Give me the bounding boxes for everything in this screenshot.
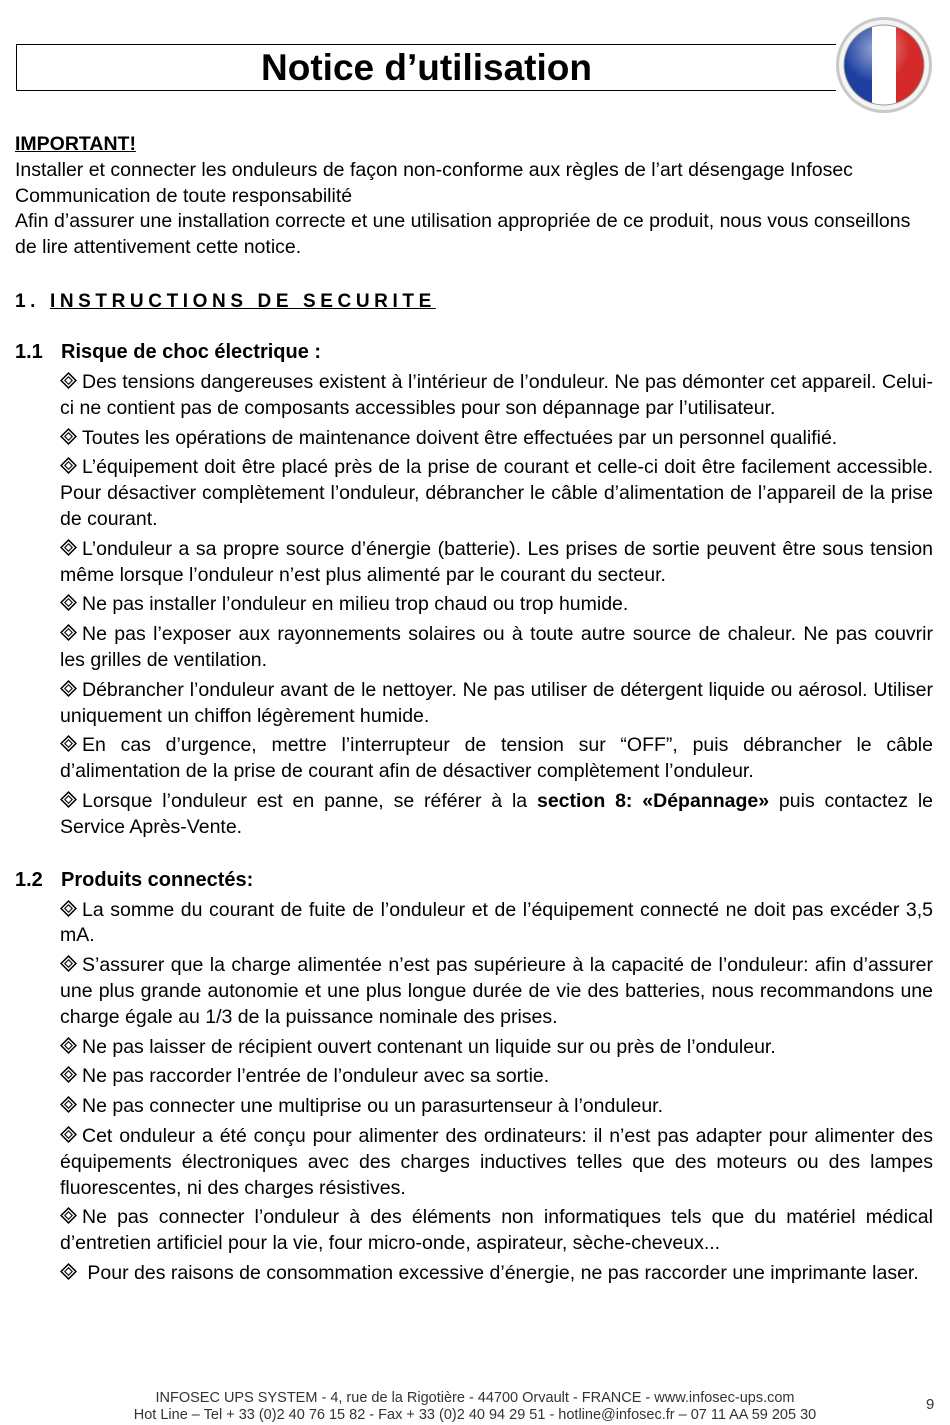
- diamond-bullet-icon: [60, 900, 77, 917]
- list-item-text: Cet onduleur a été conçu pour alimenter des ordinateurs: il n’est pas adapter pour alimenter des équipements électroniques avec des charges inductives telles que des moteurs ou des lampes fluorescentes, ni des charges résistives.: [60, 1124, 933, 1199]
- list-item-text: Pour des raisons de consommation excessive d’énergie, ne pas raccorder une imprimante laser.: [82, 1261, 919, 1284]
- diamond-bullet-icon: [60, 791, 77, 808]
- list-item-text: Ne pas l’exposer aux rayonnements solaires ou à toute autre source de chaleur. Ne pas couvrir les grilles de ventilation.: [60, 623, 933, 671]
- list-item: [60, 537, 933, 589]
- list-item-text: Toutes les opérations de maintenance doivent être effectuées par un personnel qualifié.: [82, 426, 838, 449]
- list-item-text: Ne pas connecter une multiprise ou un parasurtenseur à l’onduleur.: [82, 1095, 664, 1118]
- subsection-1-1-number: 1.1: [15, 340, 43, 363]
- list-item-text: Ne pas laisser de récipient ouvert contenant un liquide sur ou près de l’onduleur.: [82, 1035, 776, 1058]
- intro-text-2: Afin d’assurer une installation correcte et une utilisation appropriée de ce produit, nous vous conseillons de lire attentivement cette notice.: [15, 210, 911, 259]
- diamond-bullet-icon: [60, 1066, 77, 1083]
- list-item: [60, 953, 933, 1030]
- list-item-text: Lorsque l’onduleur est en panne, se référer à la: [82, 789, 537, 812]
- diamond-bullet-icon: [60, 372, 77, 389]
- diamond-bullet-icon: [60, 1096, 77, 1113]
- diamond-bullet-icon: [60, 680, 77, 697]
- footer-address: INFOSEC UPS SYSTEM - 4, rue de la Rigotière - 44700 Orvault - FRANCE - www.infosec-ups.com: [155, 1390, 795, 1406]
- list-item: [60, 678, 933, 730]
- list-item: [60, 1205, 933, 1257]
- list-item-text: Ne pas connecter l’onduleur à des éléments non informatiques tels que du matériel médical d’entretien artificiel pour la vie, four micro-onde, aspirateur, sèche-cheveux...: [60, 1206, 933, 1255]
- subsection-1-2-heading: [15, 869, 933, 892]
- diamond-bullet-icon: [60, 624, 77, 641]
- important-label: IMPORTANT!: [15, 133, 136, 155]
- list-item-text-after: puis contactez le Service Après-Vente.: [60, 789, 934, 838]
- list-item: [60, 370, 933, 422]
- list-item-text: La somme du courant de fuite de l’onduleur et de l’équipement connecté ne doit pas excéder 3,5 mA.: [60, 898, 933, 947]
- list-item: [60, 455, 933, 532]
- diamond-bullet-icon: [60, 1263, 77, 1280]
- page-title: Notice d’utilisation: [261, 47, 592, 88]
- flag-stripes: [834, 15, 934, 115]
- diamond-bullet-icon: [60, 457, 77, 474]
- page-footer: [0, 1390, 950, 1424]
- list-item-text: Débrancher l’onduleur avant de le nettoyer. Ne pas utiliser de détergent liquide ou aérosol. Utiliser uniquement un chiffon légèrement humide.: [60, 678, 933, 727]
- french-flag-logo: [834, 15, 934, 115]
- list-item-text: Ne pas raccorder l’entrée de l’onduleur avec sa sortie.: [82, 1065, 550, 1088]
- list-item: [60, 1035, 933, 1061]
- diamond-bullet-icon: [60, 1126, 77, 1143]
- list-item-bold-reference: section 8: «Dépannage»: [536, 789, 770, 812]
- list-item-text: S’assurer que la charge alimentée n’est pas supérieure à la capacité de l’onduleur: afin d’assurer une plus grande autonomie et une plus longue durée de vie des batteries, nous recommandons une charge égale au 1/3 de la puissance nominale des prises.: [60, 954, 933, 1028]
- list-item: [60, 622, 933, 674]
- list-item: [60, 1261, 933, 1287]
- diamond-bullet-icon: [60, 539, 77, 556]
- page-number: 9: [926, 1396, 935, 1413]
- footer-contact: Hot Line – Tel + 33 (0)2 40 76 15 82 - Fax + 33 (0)2 40 94 29 51 - hotline@infosec.fr – 07 11 AA 59 205 30: [133, 1407, 817, 1423]
- diamond-bullet-icon: [60, 594, 77, 611]
- section-1-title: INSTRUCTIONS DE SECURITE: [49, 290, 436, 312]
- list-item-text: Ne pas installer l’onduleur en milieu trop chaud ou trop humide.: [82, 593, 629, 616]
- list-item: [60, 1064, 933, 1090]
- diamond-bullet-icon: [60, 1037, 77, 1054]
- list-item-text: L’onduleur a sa propre source d’énergie (batterie). Les prises de sortie peuvent être sous tension même lorsque l’onduleur n’est plus alimenté par le courant du secteur.: [60, 537, 933, 586]
- subsection-1-1-list: [60, 370, 933, 841]
- list-item: [60, 426, 933, 452]
- subsection-1-1-heading: [15, 341, 933, 364]
- section-1-heading: [15, 291, 933, 313]
- list-item: [60, 898, 933, 950]
- subsection-1-2-list: [60, 898, 933, 1287]
- diamond-bullet-icon: [60, 955, 77, 972]
- intro-text-1: Installer et connecter les onduleurs de façon non-conforme aux règles de l’art désengage Infosec Communication de toute responsabilité: [15, 158, 853, 207]
- list-item: [60, 1094, 933, 1120]
- diamond-bullet-icon: [60, 428, 77, 445]
- list-item: [60, 789, 933, 841]
- diamond-bullet-icon: [60, 1207, 77, 1224]
- subsection-1-2-title: Produits connectés:: [61, 868, 254, 891]
- list-item-text: L’équipement doit être placé près de la prise de courant et celle-ci doit être facilement accessible. Pour désactiver complètement l’onduleur, débrancher le câble d’alimentation de l’appareil de la prise de courant.: [60, 456, 933, 530]
- list-item-text: En cas d’urgence, mettre l’interrupteur de tension sur “OFF”, puis débrancher le câble d’alimentation de la prise de courant afin de désactiver complètement l’onduleur.: [60, 734, 933, 783]
- title-box: [16, 44, 836, 91]
- list-item: [60, 592, 933, 618]
- subsection-1-1-title: Risque de choc électrique :: [61, 340, 322, 363]
- diamond-bullet-icon: [60, 735, 77, 752]
- list-item: [60, 733, 933, 785]
- document-body: [15, 132, 933, 1291]
- list-item: [60, 1124, 933, 1201]
- list-item-text: Des tensions dangereuses existent à l’intérieur de l’onduleur. Ne pas démonter cet appareil. Celui-ci ne contient pas de composants accessibles pour son dépannage par l’utilisateur.: [60, 370, 933, 419]
- intro-block: [15, 132, 933, 261]
- section-1-number: 1.: [15, 290, 41, 312]
- subsection-1-2-number: 1.2: [15, 868, 43, 891]
